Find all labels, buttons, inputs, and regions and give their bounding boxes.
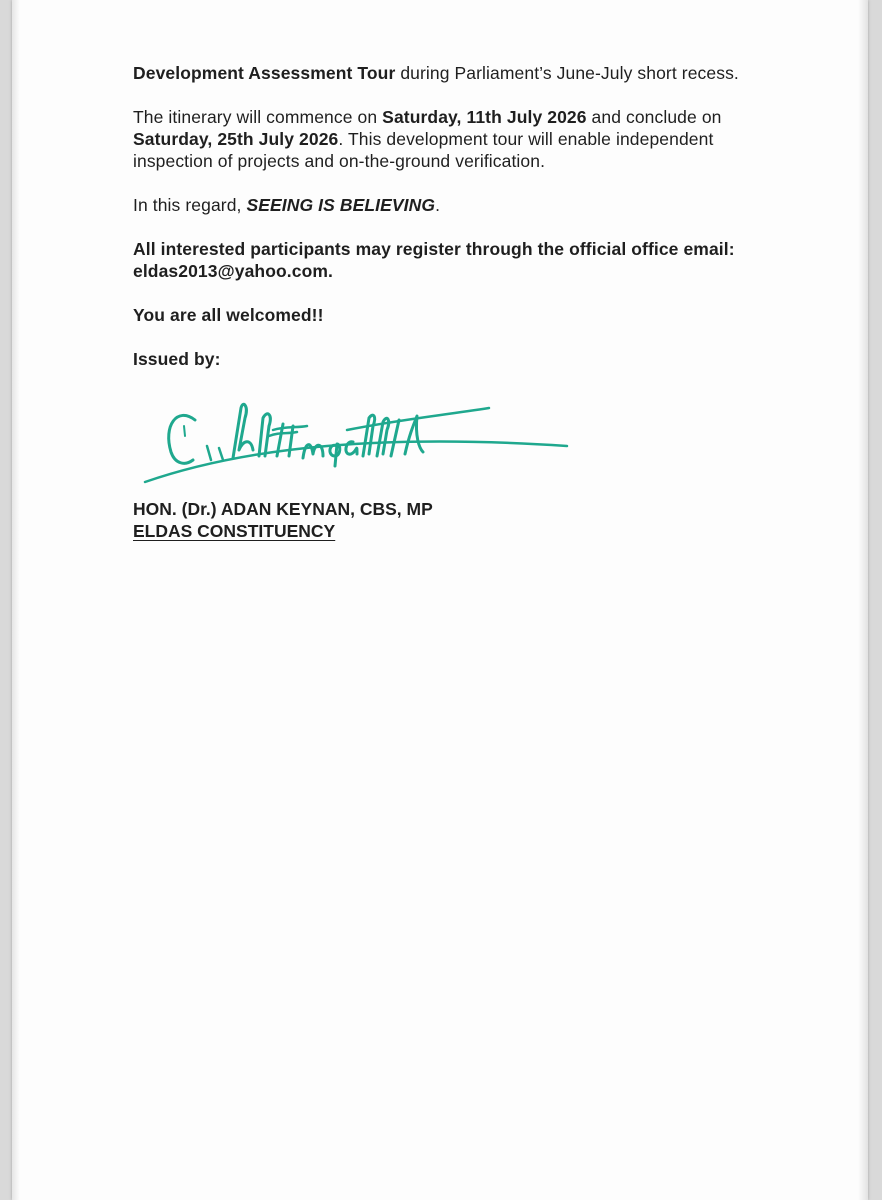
tour-title: Development Assessment Tour: [133, 63, 396, 83]
issued-by-label: Issued by:: [133, 349, 221, 369]
tour-text: during Parliament’s June-July short recess.: [395, 63, 739, 83]
paragraph-welcome: You are all welcomed!!: [133, 305, 324, 325]
itinerary-text-3: . This development tour will enable independent inspection of projects and on-the-ground verification.: [133, 129, 714, 171]
start-date: Saturday, 11th July 2026: [382, 107, 587, 127]
paragraph-regard: [133, 194, 773, 216]
paragraph-itinerary: [133, 106, 773, 172]
end-date: Saturday, 25th July 2026: [133, 129, 339, 149]
regard-text-2: .: [435, 195, 441, 215]
paragraph-tour: [133, 62, 773, 84]
paragraph-register: All interested participants may register through the official office email: eldas2013@yahoo.com.: [133, 239, 735, 281]
document-page: [12, 0, 868, 1200]
signatory-name: HON. (Dr.) ADAN KEYNAN, CBS, MP: [133, 499, 433, 519]
signature: [137, 396, 577, 486]
signatory-block: [133, 498, 433, 542]
letter-body: [133, 62, 773, 392]
itinerary-text-2: and conclude on: [586, 107, 722, 127]
regard-text-1: In this regard,: [133, 195, 247, 215]
itinerary-text-1: The itinerary will commence on: [133, 107, 383, 127]
signature-drawing: [137, 396, 577, 486]
seeing-is-believing: SEEING IS BELIEVING: [246, 195, 436, 215]
signatory-constituency: ELDAS CONSTITUENCY: [133, 521, 336, 541]
